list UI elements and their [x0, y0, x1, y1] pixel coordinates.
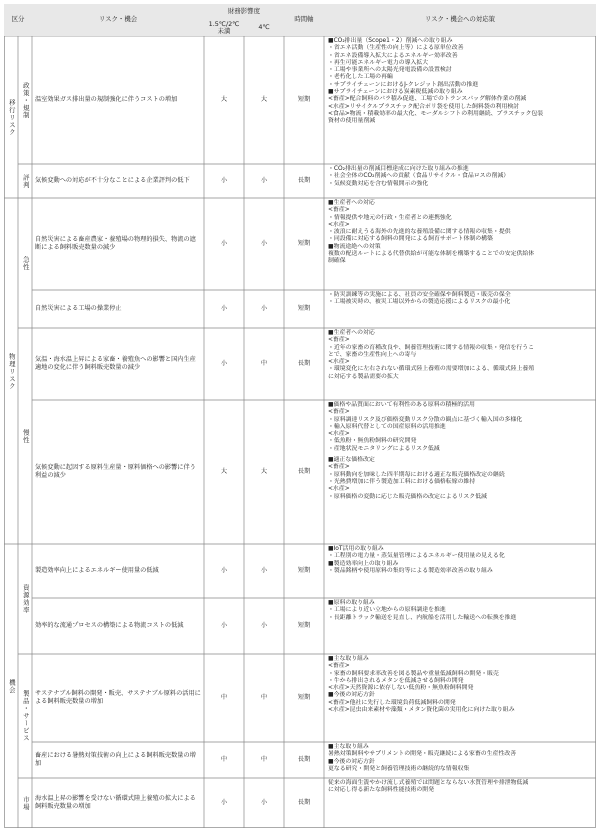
subgroup-products-services: 製品・サービス — [21, 690, 30, 742]
risk-item-text: 温室効果ガス排出量の規制強化に伴うコストの増加 — [35, 96, 178, 104]
response-measures — [324, 164, 596, 198]
response-heading: ■今後の対応方針 — [328, 692, 375, 699]
response-line: ・長距離トラック輸送を見直し、内航船を活用した輸送への転換を推進 — [328, 614, 517, 621]
response-line: <水産> — [328, 359, 350, 366]
time-axis-value: 短期 — [297, 305, 311, 313]
impact-4c: 小 — [260, 567, 268, 575]
response-line: <畜産> — [328, 409, 350, 416]
impact-1-5c: 小 — [220, 799, 228, 807]
risk-opportunity-table — [4, 4, 596, 828]
time-axis-value: 長期 — [297, 177, 311, 185]
response-heading: ■生産者への対応 — [328, 330, 375, 336]
response-measures — [324, 328, 596, 400]
response-measures — [324, 742, 596, 778]
impact-4c: 小 — [260, 622, 268, 630]
response-line: ・光熱費増加に伴う製造加工料における価格転嫁の維持 — [328, 478, 476, 485]
time-axis-value: 短期 — [297, 96, 311, 104]
response-line: ・CO₂排出量の削減目標達成に向けた取り組みの推進 — [328, 166, 469, 172]
response-line: <水産>天然資源に依存しない低魚粉・無魚粉飼料開発 — [328, 685, 474, 692]
response-measures — [324, 290, 596, 328]
risk-item-text: 気候変動への対応が不十分なことによる企業評判の低下 — [35, 177, 190, 185]
response-line: <畜産>配合飼料のバラ積み促進、工場でのトランスバッグ解体作業の削減 — [328, 96, 527, 103]
response-line: ・社会全体のCO₂削減への貢献（食品リサイクル・食品ロスの削減） — [328, 173, 510, 180]
response-measures — [324, 778, 596, 828]
response-line: <食品>物流・積載効率の最大化、モーダルシフトの利用継続、プラスチック包装 — [328, 110, 544, 117]
impact-1-5c: 小 — [220, 305, 228, 313]
response-line: 更なる研究・開発と飼養管理技術の継続的な情報収集 — [328, 765, 470, 772]
impact-4c: 大 — [260, 96, 268, 104]
response-line: ・牛から排出されるメタンを低減させる飼料の開発 — [328, 677, 464, 684]
risk-item-text: 製造効率向上によるエネルギー使用量の低減 — [35, 567, 159, 575]
impact-1-5c: 小 — [220, 567, 228, 575]
response-line: ・産地状況モニタリングによるリスク低減 — [328, 445, 440, 452]
response-heading: ■今後の対応方針 — [328, 758, 375, 765]
response-heading: ■主な取り組み — [328, 744, 369, 750]
response-line: <畜産> — [328, 207, 350, 214]
time-axis-value: 短期 — [297, 622, 311, 630]
time-axis-value: 長期 — [297, 468, 311, 476]
response-heading: ■CO₂排出量（Scope1・2）削減への取り組み — [328, 38, 453, 44]
response-line: ・原料価格の変動に応じた販売価格の改定によるリスク低減 — [328, 493, 487, 500]
response-line: 複数の配送ルートによる代替供給が可能な体制を構築することでの安定供給体 — [328, 251, 535, 258]
response-heading: ■価格や品質面において有利性のある原料の積極的活用 — [328, 402, 475, 408]
response-measures — [324, 598, 596, 654]
time-axis-value: 短期 — [297, 240, 311, 248]
response-heading: ■IoT活用の取り組み — [328, 546, 384, 552]
response-heading: ■主な取り組み — [328, 656, 369, 662]
response-heading: ■物流途絶への対策 — [328, 243, 381, 250]
response-line: ・工場により近い立地からの原料調達を推進 — [328, 607, 446, 614]
response-line: ・老朽化した工場の再編 — [328, 74, 393, 81]
response-line: ・省エネ設備導入拡大によるエネルギー効率改善 — [328, 52, 458, 59]
response-line: ・工場や事業所への太陽光発電設備の設置検討 — [328, 67, 452, 74]
response-line: <畜産>他社に先行した環境負荷低減飼料の開発 — [328, 699, 456, 706]
response-line: <水産>リサイクルプラスチック配合ポリ袋を使用した飼料袋の利用検討 — [328, 103, 520, 110]
response-line: ・近年の家畜の育種改良や、飼養管理技術に関する情報の収集・発信を行うこ — [328, 344, 535, 351]
impact-4c: 小 — [260, 305, 268, 313]
response-line: <水産>昆虫由来素材や藻類・メタン資化菌の実用化に向けた取り組み — [328, 707, 515, 714]
impact-1-5c: 中 — [220, 756, 228, 764]
response-line: ・低魚粉・無魚粉飼料の研究開発 — [328, 438, 417, 445]
response-line: <畜産> — [328, 337, 350, 344]
response-line: に対応し得る新たな飼料性能技術の開発 — [328, 787, 435, 794]
header-scenario-4: 4℃ — [244, 20, 284, 36]
response-line: <水産> — [328, 486, 350, 493]
response-heading: ■適正な価格改定 — [328, 457, 375, 464]
subgroup-policy: 政策・規制 — [21, 81, 30, 119]
impact-1-5c: 大 — [220, 96, 228, 104]
response-line: <畜産> — [328, 663, 350, 670]
response-line: <水産> — [328, 431, 350, 438]
subgroup-reputation: 評判 — [21, 173, 30, 189]
response-line: ・再生可能エネルギー電力の導入拡大 — [328, 59, 429, 66]
response-line: <水産> — [328, 221, 350, 228]
response-line: ・環境変化に左右されない循環式陸上養殖の需要増加による、循環式陸上養殖 — [328, 366, 535, 373]
response-line: ・気候変動対応を含む情報開示の強化 — [328, 180, 429, 187]
header-category: 区分 — [4, 4, 32, 36]
risk-item-text: 自然災害による工場の操業停止 — [35, 305, 122, 313]
risk-item-text: サステナブル飼料の開発・販売、サステナブル原料の活用による飼料販売数量の増加 — [35, 690, 201, 705]
response-measures — [324, 544, 596, 598]
impact-4c: 中 — [260, 694, 268, 702]
response-line: ・情報提供や地元の行政・生産者との連携強化 — [328, 214, 452, 221]
header-time-axis: 時間軸 — [284, 4, 324, 36]
response-heading: ■生産者への対応 — [328, 200, 375, 206]
group-transition-risk: 移行リスク — [7, 98, 16, 136]
time-axis-value: 長期 — [297, 360, 311, 368]
impact-4c: 小 — [260, 240, 268, 248]
response-line: ・波浪に耐えうる海外の先進的な養殖設備に関する情報の収集・提供 — [328, 229, 511, 236]
response-measures — [324, 198, 596, 290]
header-scenario-1-5: 1.5℃/2℃未満 — [204, 20, 244, 36]
header-response: リスク・機会への対応策 — [324, 4, 596, 36]
response-heading: ■製造効率向上の取り組み — [328, 560, 399, 567]
response-line: ・省エネ活動（生産性の向上等）による原単位改善 — [328, 45, 464, 52]
response-line: 制確保 — [328, 258, 346, 265]
response-line: 暑熱対策飼料やサプリメントの開発・販売継続による家畜の生産性改善 — [328, 751, 517, 758]
header-financial-impact: 財務影響度 — [204, 4, 284, 20]
risk-item-text: 自然災害による畜産農家・養殖場の物理的損失、物流の遮断による飼料販売数量の減少 — [35, 236, 196, 251]
group-opportunity: 機会 — [7, 678, 16, 694]
impact-1-5c: 小 — [220, 177, 228, 185]
response-line: ・原料調達リスク及び価格変動リスク分散の観点に基づく輸入国の多様化 — [328, 416, 523, 423]
response-line: ・工程別の電力量・蒸気量管理によるエネルギー使用量の見える化 — [328, 553, 505, 560]
subgroup-market: 市場 — [21, 795, 30, 811]
response-line: ・家畜の飼料要求率改善を図る製品や重量低減飼料の開発・販売 — [328, 670, 499, 677]
time-axis-value: 短期 — [297, 567, 311, 575]
response-line: 資材の使用量削減 — [328, 118, 376, 125]
impact-4c: 小 — [260, 177, 268, 185]
response-line: とで、家畜の生産性向上への寄与 — [328, 351, 417, 358]
response-measures — [324, 36, 596, 164]
response-line: ・サプライチェーンにおけるJ-クレジット創出活動の推進 — [328, 81, 479, 88]
response-line: ・同設備に対応する飼料の開発による飼育サポート体制の構築 — [328, 236, 493, 243]
response-line: ・製品銘柄や使用原料の集約等による製造効率改善の取り組み — [328, 567, 493, 574]
response-measures — [324, 400, 596, 544]
group-physical-risk: 物理リスク — [7, 352, 16, 390]
time-axis-value: 長期 — [297, 799, 311, 807]
subgroup-acute: 急性 — [21, 255, 30, 271]
header-risk-opportunity: リスク・機会 — [32, 4, 204, 36]
risk-item-text: 気温・海水温上昇による家畜・養殖魚への影響と国内生産適地の変化に伴う飼料販売数量の減少 — [35, 356, 196, 371]
impact-1-5c: 大 — [220, 468, 228, 476]
response-line: <畜産> — [328, 464, 350, 471]
response-line: ・輸入原料代替としての国産原料の活用推進 — [328, 423, 446, 430]
response-heading: ■サプライチェーンにおける炭素税低減の取り組み — [328, 89, 463, 96]
impact-4c: 小 — [260, 799, 268, 807]
response-line: ・防災訓練等の実施による、社員の安全確保や飼料製造・販売の保全 — [328, 292, 511, 298]
risk-item-text: 気候変動に起因する原料生産量・原料価格への影響に伴う利益の減少 — [35, 464, 196, 479]
response-line: に対応する製品需要の拡大 — [328, 373, 399, 380]
impact-1-5c: 中 — [220, 694, 228, 702]
response-line: 従来の海面生簀やかけ流し式養殖では問題とならない水質管理や排泄物低減 — [328, 780, 529, 786]
risk-item-text: 効率的な流通プロセスの構築による物流コストの低減 — [35, 622, 184, 630]
response-line: ・原料動向を加味した四半期毎における適正な販売価格改定の継続 — [328, 471, 505, 478]
impact-4c: 中 — [260, 360, 268, 368]
risk-item-text: 畜産における暑熱対策技術の向上による飼料販売数量の増加 — [35, 752, 196, 767]
time-axis-value: 長期 — [297, 756, 311, 764]
impact-1-5c: 小 — [220, 622, 228, 630]
impact-1-5c: 小 — [220, 240, 228, 248]
response-line: ・工場被災時の、被災工場以外からの製造応援によるリスクの最小化 — [328, 299, 511, 306]
time-axis-value: 短期 — [297, 694, 311, 702]
impact-1-5c: 小 — [220, 360, 228, 368]
response-heading: ■原料の取り組み — [328, 600, 375, 606]
risk-item-text: 海水温上昇の影響を受けない循環式陸上養殖の拡大による飼料販売数量の増加 — [35, 795, 196, 810]
impact-4c: 中 — [260, 756, 268, 764]
subgroup-resource-efficiency: 資源効率 — [21, 584, 30, 614]
response-measures — [324, 654, 596, 742]
impact-4c: 大 — [260, 468, 268, 476]
subgroup-chronic: 慢性 — [21, 428, 30, 444]
